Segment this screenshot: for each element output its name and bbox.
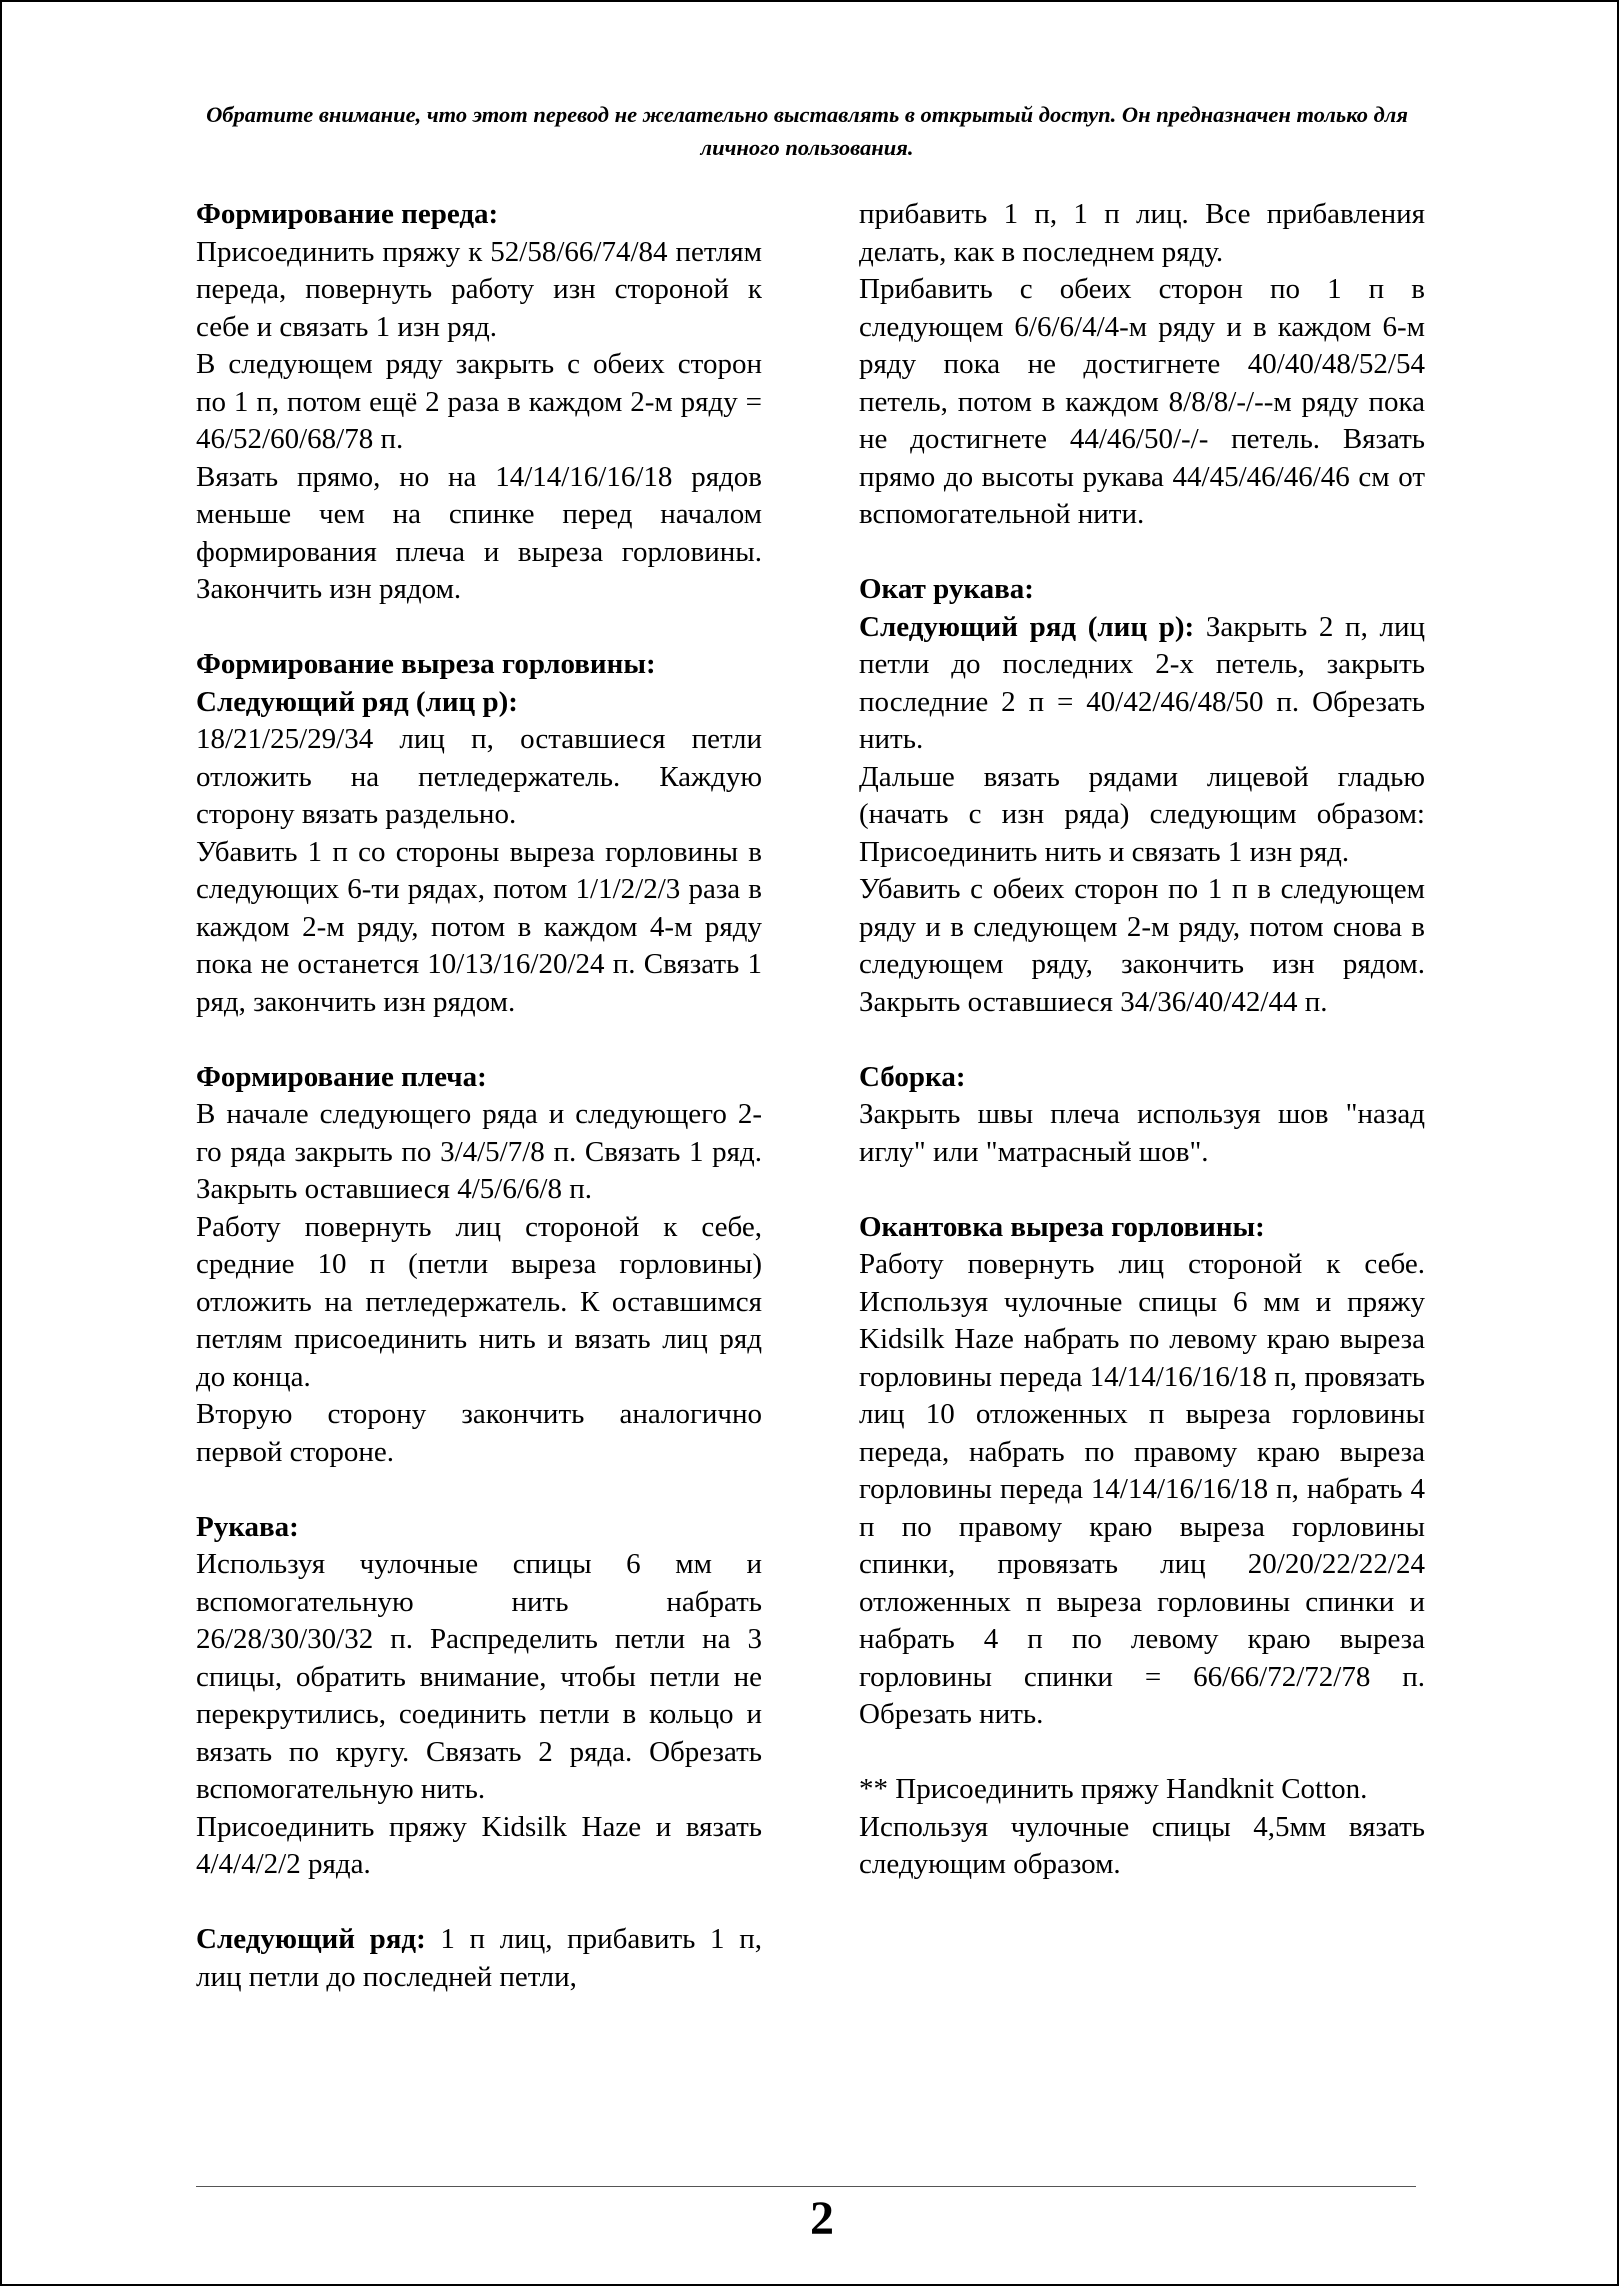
- cap-next-row-label: Следующий ряд (лиц р):: [859, 610, 1195, 643]
- sleeve-cap-paragraph-1: [859, 609, 1425, 759]
- sleeves-next-row-paragraph: [196, 1921, 762, 1996]
- sleeve-cap-paragraph-2: Дальше вязать рядами лицевой гладью (начать с изн ряда) следующим образом: Присоединить нить и связать 1 изн ряд.: [859, 760, 1425, 868]
- front-shaping-heading: Формирование переда:: [196, 198, 499, 230]
- shoulder-paragraph-3: Вторую сторону закончить аналогично первой стороне.: [196, 1398, 762, 1468]
- cotton-paragraph-1: ** Присоединить пряжу Handknit Cotton.: [859, 1773, 1368, 1805]
- footer-divider: [196, 2186, 1416, 2187]
- neckband-paragraph: Работу повернуть лиц стороной к себе. Используя чулочные спицы 6 мм и пряжу Kidsilk Haze набрать по левому краю выреза горловины переда 14/14/16/16/18 п, провязать лиц 10 отложенных п выреза горловины переда, набрать по правому краю выреза горловины переда 14/14/16/16/18 п, набрать 4 п по правому краю выреза горловины спинки, провязать лиц 20/20/22/22/24 отложенных п выреза горловины спинки и набрать 4 п по левому краю выреза горловины спинки = 66/66/72/72/78 п. Обрезать нить.: [859, 1248, 1425, 1730]
- next-row-label: Следующий ряд:: [196, 1923, 426, 1955]
- sleeve-cap-paragraph-3: Убавить с обеих сторон по 1 п в следующем ряду и в следующем 2-м ряду, потом снова в следующем ряду, закончить изн рядом. Закрыть оставшиеся 34/36/40/42/44 п.: [859, 873, 1425, 1018]
- cotton-paragraph-2: Используя чулочные спицы 4,5мм вязать следующим образом.: [859, 1810, 1425, 1880]
- neckband-heading: Окантовка выреза горловины:: [859, 1210, 1265, 1243]
- front-paragraph-1: Присоединить пряжу к 52/58/66/74/84 петлям переда, повернуть работу изн стороной к себе и связать 1 изн ряд.: [196, 235, 762, 343]
- shoulder-paragraph-1: В начале следующего ряда и следующего 2-го ряда закрыть по 3/4/5/7/8 п. Связать 1 ряд. Закрыть оставшиеся 4/5/6/6/8 п.: [196, 1098, 762, 1205]
- assembly-heading: Сборка:: [859, 1060, 966, 1093]
- sleeves-paragraph-1: Используя чулочные спицы 6 мм и вспомогательную нить набрать 26/28/30/30/32 п. Распределить петли на 3 спицы, обратить внимание, чтобы петли не перекрутились, соединить петли в кольцо и вязать по кругу. Связать 2 ряда. Обрезать вспомогательную нить.: [196, 1548, 762, 1805]
- neckline-paragraph-2: Убавить 1 п со стороны выреза горловины в следующих 6-ти рядах, потом 1/1/2/2/3 раза в каждом 2-м ряду, потом в каждом 4-м ряду пока не останется 10/13/16/20/24 п. Связать 1 ряд, закончить изн рядом.: [196, 835, 762, 1018]
- privacy-notice: Обратите внимание, что этот перевод не желательно выставлять в открытый доступ. Он предназначен только для личного пользования.: [206, 102, 1408, 160]
- page-number: 2: [810, 2192, 834, 2245]
- front-paragraph-3: Вязать прямо, но на 14/14/16/16/18 рядов меньше чем на спинке перед началом формирования плеча и выреза горловины. Закончить изн рядом.: [196, 460, 762, 605]
- neckline-next-row-subheading: Следующий ряд (лиц р):: [196, 685, 518, 718]
- assembly-paragraph: Закрыть швы плеча используя шов "назад иглу" или "матрасный шов".: [859, 1098, 1425, 1168]
- sleeves-paragraph-2: Присоединить пряжу Kidsilk Haze и вязать 4/4/4/2/2 ряда.: [196, 1810, 762, 1880]
- sleeves-heading: Рукава:: [196, 1510, 299, 1543]
- cap-next-row-text: Закрыть 2 п, лиц петли до последних 2-х петель, закрыть последние 2 п = 40/42/46/48/50 п. Обрезать нить.: [859, 610, 1425, 755]
- shoulder-shaping-heading: Формирование плеча:: [196, 1060, 487, 1093]
- neckline-shaping-heading: Формирование выреза горловины:: [196, 648, 656, 680]
- right-column: [859, 196, 1425, 1884]
- left-column: [196, 196, 762, 1996]
- sleeve-continued-paragraph-2: Прибавить с обеих сторон по 1 п в следующем 6/6/6/4/4-м ряду и в каждом 6-м ряду пока не достигнете 40/40/48/52/54 петель, потом в каждом 8/8/8/-/--м ряду пока не достигнете 44/46/50/-/- петель. Вязать прямо до высоты рукава 44/45/46/46/46 см от вспомогательной нити.: [859, 273, 1425, 530]
- sleeve-cap-heading: Окат рукава:: [859, 573, 1034, 605]
- neckline-paragraph-1: 18/21/25/29/34 лиц п, оставшиеся петли отложить на петледержатель. Каждую сторону вязать раздельно.: [196, 723, 762, 830]
- sleeve-continued-paragraph-1: прибавить 1 п, 1 п лиц. Все прибавления делать, как в последнем ряду.: [859, 198, 1425, 268]
- front-paragraph-2: В следующем ряду закрыть с обеих сторон по 1 п, потом ещё 2 раза в каждом 2-м ряду = 46/52/60/68/78 п.: [196, 348, 762, 455]
- shoulder-paragraph-2: Работу повернуть лиц стороной к себе, средние 10 п (петли выреза горловины) отложить на петледержатель. К оставшимся петлям присоединить нить и вязать лиц ряд до конца.: [196, 1210, 762, 1393]
- next-row-text: 1 п лиц, прибавить 1 п, лиц петли до последней петли,: [196, 1923, 762, 1993]
